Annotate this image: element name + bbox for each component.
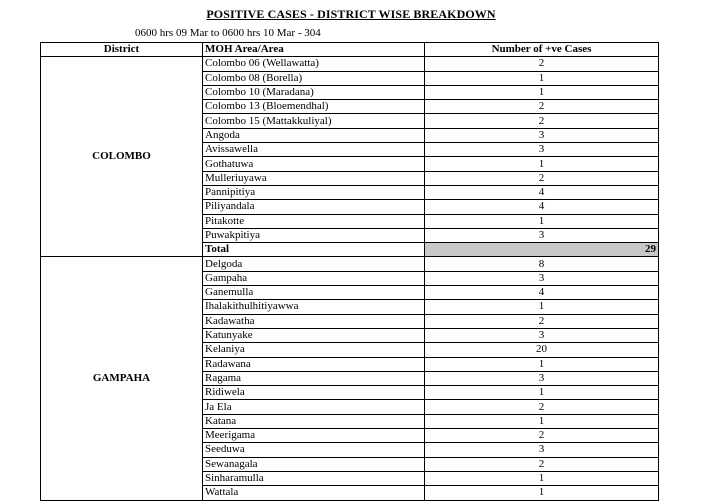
area-cell: Ganemulla [203,286,425,300]
area-cell: Avissawella [203,143,425,157]
area-cell: Ja Ela [203,400,425,414]
table-row [41,257,659,271]
area-cell: Katunyake [203,328,425,342]
area-cell: Kelaniya [203,343,425,357]
cases-cell: 4 [425,200,659,214]
cases-cell: 3 [425,443,659,457]
cases-cell: 2 [425,457,659,471]
table-row [41,57,659,71]
area-cell: Delgoda [203,257,425,271]
area-cell: Katana [203,414,425,428]
district-name-colombo: COLOMBO [41,57,203,257]
cases-cell: 3 [425,128,659,142]
area-cell: Radawana [203,357,425,371]
area-cell: Puwakpitiya [203,228,425,242]
cases-cell: 3 [425,143,659,157]
cases-cell: 3 [425,228,659,242]
cases-cell: 2 [425,400,659,414]
cases-cell: 1 [425,85,659,99]
area-header: MOH Area/Area [203,43,425,57]
cases-cell: 20 [425,343,659,357]
cases-cell: 1 [425,71,659,85]
report-period: 0600 hrs 09 Mar to 0600 hrs 10 Mar - 304 [135,27,321,39]
cases-cell: 8 [425,257,659,271]
cases-cell: 2 [425,429,659,443]
area-cell: Angoda [203,128,425,142]
cases-table [40,42,659,501]
page-title: POSITIVE CASES - DISTRICT WISE BREAKDOWN [206,7,496,21]
area-cell: Piliyandala [203,200,425,214]
area-cell: Meerigama [203,429,425,443]
cases-cell: 1 [425,486,659,500]
cases-cell: 2 [425,57,659,71]
cases-cell: 1 [425,386,659,400]
area-cell: Pitakotte [203,214,425,228]
cases-cell: 2 [425,314,659,328]
area-cell: Pannipitiya [203,185,425,199]
cases-cell: 2 [425,100,659,114]
header-row [41,43,659,57]
district-name-gampaha: GAMPAHA [41,257,203,500]
area-cell: Ragama [203,371,425,385]
table-body [41,57,659,500]
cases-cell: 1 [425,357,659,371]
cases-cell: 4 [425,286,659,300]
cases-cell: 1 [425,157,659,171]
cases-cell: 1 [425,414,659,428]
total-value: 29 [425,243,659,257]
area-cell: Mulleriuyawa [203,171,425,185]
cases-cell: 2 [425,171,659,185]
area-cell: Gothatuwa [203,157,425,171]
cases-header: Number of +ve Cases [425,43,659,57]
area-cell: Kadawatha [203,314,425,328]
area-cell: Ridiwela [203,386,425,400]
cases-cell: 1 [425,214,659,228]
district-header: District [41,43,203,57]
area-cell: Colombo 15 (Mattakkuliyal) [203,114,425,128]
area-cell: Ihalakithulhitiyawwa [203,300,425,314]
area-cell: Gampaha [203,271,425,285]
area-cell: Colombo 13 (Bloemendhal) [203,100,425,114]
cases-cell: 1 [425,300,659,314]
cases-cell: 1 [425,471,659,485]
area-cell: Sewanagala [203,457,425,471]
area-cell: Colombo 08 (Borella) [203,71,425,85]
total-label: Total [203,243,425,257]
cases-cell: 3 [425,371,659,385]
area-cell: Sinharamulla [203,471,425,485]
cases-cell: 4 [425,185,659,199]
cases-cell: 3 [425,328,659,342]
area-cell: Seeduwa [203,443,425,457]
area-cell: Wattala [203,486,425,500]
cases-cell: 3 [425,271,659,285]
cases-cell: 2 [425,114,659,128]
area-cell: Colombo 06 (Wellawatta) [203,57,425,71]
area-cell: Colombo 10 (Maradana) [203,85,425,99]
